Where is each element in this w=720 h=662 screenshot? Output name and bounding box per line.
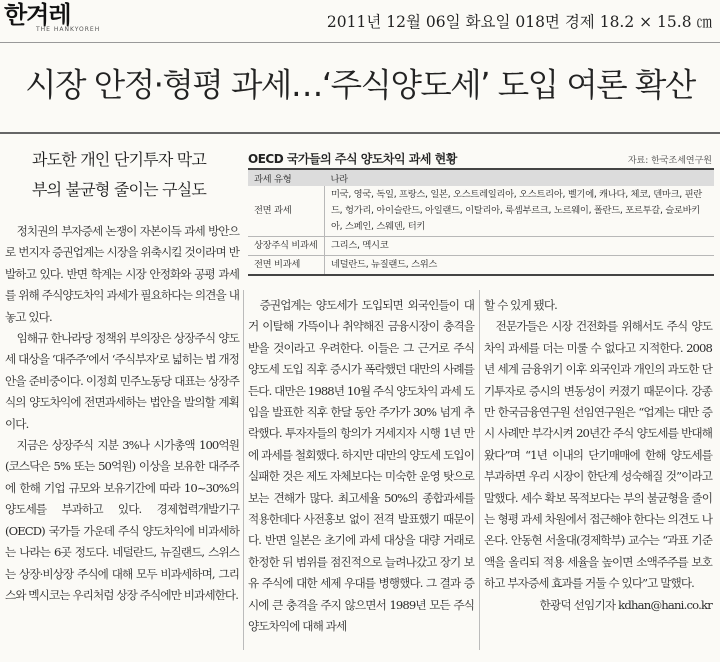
paragraph-continued: 할 수 있게 됐다. xyxy=(484,298,557,312)
table-cell-type: 상장주식 비과세 xyxy=(248,237,325,256)
newspaper-logo: 한겨레 xyxy=(4,1,71,29)
paragraph: 전문가들은 시장 건전화를 위해서도 주식 양도차익 과세를 더는 미룰 수 없다고 지적한다. 2008년 세계 금융위기 이후 외국인과 개인의 과도한 단기투자로 증시의 변동성이 커졌기 때문이다. 강종만 한국금융연구원 선임연구원은 “업계는 대만 증시 사례만 부각시켜 20년간 주식 양도세를 반대해왔다”며 “1년 이내의 단기매매에 한해 양도세를 부과하면 우리 시장이 한단계 성숙해질 것”이라고 말했다. 세수 확보 목적보다는 부의 불균형을 줄이는 형평 과세 차원에서 접근해야 한다는 의견도 나온다. 안동현 서울대(경제학부) 교수는 “과표 기준액을 올리되 적용 세율을 높이면 소액주주를 보호하고 부자증세 효과를 거둘 수 있다”고 말했다. xyxy=(484,319,712,591)
paragraph: 지금은 상장주식 지분 3%나 시가총액 100억원(코스닥은 5% 또는 50억원) 이상을 보유한 대주주에 한해 기업 규모와 보유기간에 따라 10~30%의 양도세를 부과하고 있다. 경제협력개발기구(OECD) 국가들 가운데 주식 양도차익에 비과세하는 나라는 6곳 정도다. 네덜란드, 뉴질랜드, 스위스는 상장·비상장 주식에 대해 모두 비과세하며, 그리스와 멕시코는 우리처럼 상장 주식에만 비과세한다. xyxy=(5,438,239,602)
tax-table xyxy=(248,168,714,276)
table-row xyxy=(248,256,714,276)
headline: 시장 안정·형평 과세…‘주식양도세’ 도입 여론 확산 xyxy=(25,66,695,104)
article-column-1 xyxy=(5,221,239,606)
table-title: OECD 국가들의 주식 양도차익 과세 현황 xyxy=(248,152,457,166)
paragraph: 임해규 한나라당 정책위 부의장은 상장주식 양도세 대상을 ‘대주주’에서 ‘주식부자’로 넓히는 법 개정안을 준비중이다. 이정희 민주노동당 대표는 상장주식의 양도차익에 전면과세하는 법안을 발의할 계획이다. xyxy=(5,331,239,431)
article-column-3 xyxy=(484,295,712,616)
newspaper-logo-subtitle: THE HANKYOREH xyxy=(36,26,101,33)
column-divider xyxy=(243,290,244,650)
paragraph: 정치권의 부자증세 논쟁이 자본이득 과세 방안으로 번지자 증권업계는 시장을 위축시킬 것이라며 반발하고 있다. 반면 학계는 시장 안정화와 공평 과세를 위해 주식양도차익 과세가 필요하다는 의견을 내놓고 있다. xyxy=(5,224,239,324)
article-column-2 xyxy=(248,295,474,638)
table-row xyxy=(248,186,714,237)
subheadline-line-1: 과도한 개인 단기투자 막고 xyxy=(32,150,207,169)
table-cell-type: 전면 비과세 xyxy=(248,256,325,276)
subheadline xyxy=(32,145,242,205)
table-cell-countries: 네덜란드, 뉴질랜드, 스위스 xyxy=(325,256,715,276)
table-source: 자료: 한국조세연구원 xyxy=(627,156,712,166)
table-row xyxy=(248,237,714,256)
paragraph: 증권업계는 양도세가 도입되면 외국인들이 대거 이탈해 가뜩이나 취약해진 금융시장이 충격을 받을 것이라고 우려한다. 이들은 그 근거로 주식 양도세 도입 직후 증시가 폭락했던 대만의 사례를 든다. 대만은 1988년 10월 주식 양도차익 과세 도입을 발표한 직후 한달 동안 주가가 30% 넘게 추락했다. 투자자들의 항의가 거세지자 시행 1년 만에 과세를 철회했다. 하지만 대만의 양도세 도입이 실패한 것은 제도 자체보다는 미숙한 운영 탓으로 보는 견해가 많다. 최고세율 50%의 종합과세를 적용한데다 사전홍보 없이 전격 발표했기 때문이다. 반면 일본은 초기에 과세 대상을 대량 거래로 한정한 뒤 범위를 점진적으로 늘려나갔고 장기 보유 주식에 대한 세제 우대를 병행했다. 그 결과 증시에 큰 충격을 주지 않으면서 1989년 모든 주식 양도차익에 대해 과세 xyxy=(248,298,474,634)
oecd-tax-table xyxy=(248,150,714,276)
masthead xyxy=(0,0,720,44)
subheadline-line-2: 부의 불균형 줄이는 구실도 xyxy=(32,180,207,199)
byline: 한광덕 선임기자 kdhan@hani.co.kr xyxy=(539,597,712,612)
top-rule xyxy=(0,42,720,43)
table-header-type: 과세 유형 xyxy=(248,169,325,186)
table-cell-countries: 그리스, 멕시코 xyxy=(325,237,715,256)
dateline: 2011년 12월 06일 화요일 018면 경제 18.2 × 15.8 ㎝ xyxy=(326,13,712,31)
table-cell-type: 전면 과세 xyxy=(248,186,325,237)
table-cell-countries: 미국, 영국, 독일, 프랑스, 일본, 오스트레일리아, 오스트리아, 벨기에, 캐나다, 체코, 덴마크, 핀란드, 헝가리, 아이슬란드, 아일랜드, 이탈리아, 룩셈부르크, 노르웨이, 폴란드, 포르투갈, 슬로바키아, 스페인, 스웨덴, 터키 xyxy=(325,186,715,237)
table-header-countries: 나라 xyxy=(325,169,715,186)
headline-rule xyxy=(0,132,720,134)
table-header-row xyxy=(248,169,714,186)
column-divider xyxy=(479,290,480,650)
